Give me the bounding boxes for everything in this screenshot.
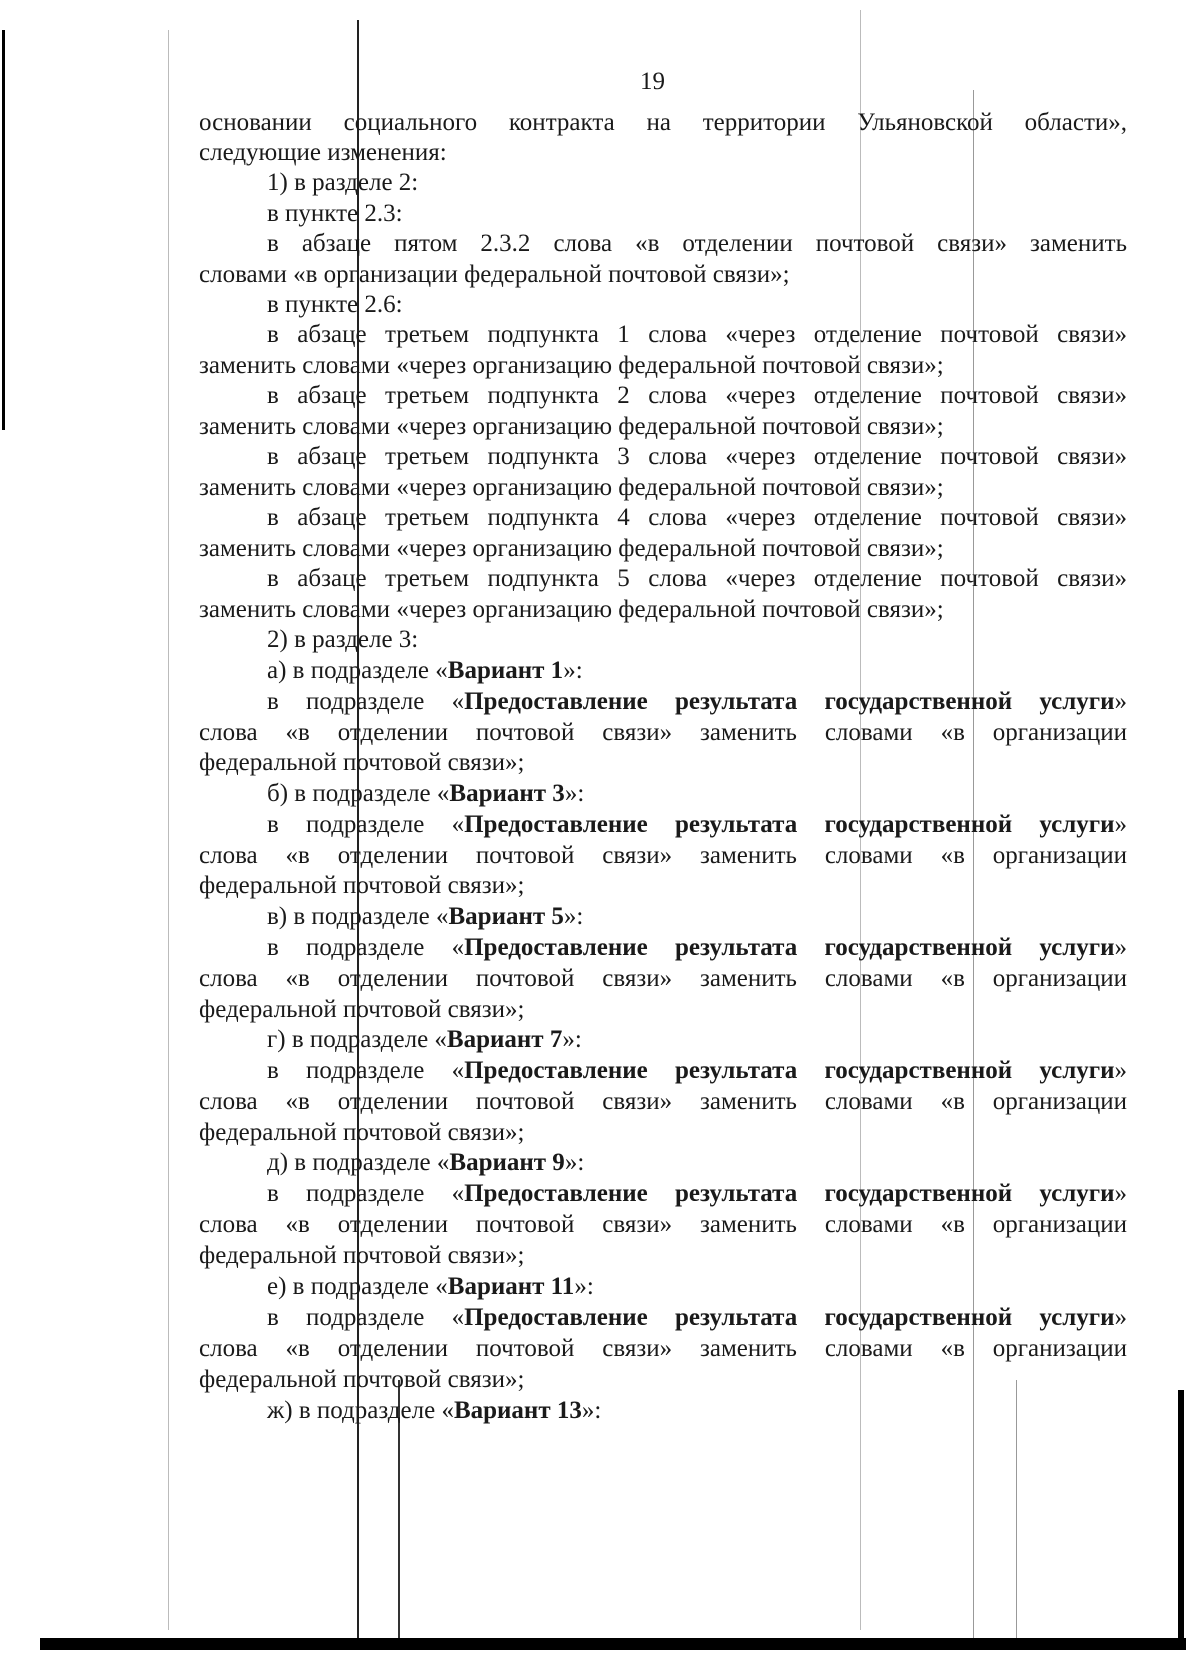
variant-f-line-1: в подразделе «Предоставление результата государственной услуги»	[267, 1304, 1127, 1331]
variant-b-line-3: федеральной почтовой связи»;	[199, 872, 525, 899]
text-line-3: 1) в разделе 2:	[267, 169, 419, 196]
variant-f-line-2: слова «в отделении почтовой связи» заменить словами «в организации	[199, 1335, 1127, 1362]
page-number: 19	[640, 68, 665, 95]
text-line-1: основании социального контракта на территории Ульяновской области»,	[199, 109, 1127, 136]
text-line-18: 2) в разделе 3:	[267, 626, 419, 653]
variant-b-line-1: в подразделе «Предоставление результата государственной услуги»	[267, 811, 1127, 838]
text-line-7: в пункте 2.6:	[267, 291, 403, 318]
variant-a-line-2: слова «в отделении почтовой связи» заменить словами «в организации	[199, 719, 1127, 746]
scan-edge-bottom	[40, 1638, 1186, 1650]
text-line-2: следующие изменения:	[199, 139, 447, 166]
variant-c-line-2: слова «в отделении почтовой связи» заменить словами «в организации	[199, 965, 1127, 992]
variant-d-line-2: слова «в отделении почтовой связи» заменить словами «в организации	[199, 1088, 1127, 1115]
text-line-11: заменить словами «через организацию федеральной почтовой связи»;	[199, 413, 944, 440]
variant-heading-e: д) в подразделе «Вариант 9»:	[267, 1149, 585, 1176]
variant-heading-c: в) в подразделе «Вариант 5»:	[267, 903, 584, 930]
variant-c-line-1: в подразделе «Предоставление результата государственной услуги»	[267, 934, 1127, 961]
text-line-13: заменить словами «через организацию федеральной почтовой связи»;	[199, 474, 944, 501]
variant-e-line-3: федеральной почтовой связи»;	[199, 1242, 525, 1269]
scan-edge-left	[2, 30, 5, 430]
variant-a-line-1: в подразделе «Предоставление результата государственной услуги»	[267, 688, 1127, 715]
variant-heading-f: е) в подразделе «Вариант 11»:	[267, 1273, 594, 1300]
text-line-5: в абзаце пятом 2.3.2 слова «в отделении почтовой связи» заменить	[267, 230, 1127, 257]
text-line-6: словами «в организации федеральной почтовой связи»;	[199, 261, 790, 288]
variant-e-line-1: в подразделе «Предоставление результата государственной услуги»	[267, 1180, 1127, 1207]
variant-b-line-2: слова «в отделении почтовой связи» заменить словами «в организации	[199, 842, 1127, 869]
text-line-14: в абзаце третьем подпункта 4 слова «через отделение почтовой связи»	[267, 504, 1127, 531]
scan-line-faint-1	[168, 30, 169, 1630]
text-line-4: в пункте 2.3:	[267, 200, 403, 227]
text-line-8: в абзаце третьем подпункта 1 слова «через отделение почтовой связи»	[267, 321, 1127, 348]
variant-heading-d: г) в подразделе «Вариант 7»:	[267, 1026, 582, 1053]
variant-heading-g: ж) в подразделе «Вариант 13»:	[267, 1397, 602, 1424]
variant-heading-a: а) в подразделе «Вариант 1»:	[267, 657, 583, 684]
text-line-15: заменить словами «через организацию федеральной почтовой связи»;	[199, 535, 944, 562]
variant-f-line-3: федеральной почтовой связи»;	[199, 1366, 525, 1393]
text-line-16: в абзаце третьем подпункта 5 слова «через отделение почтовой связи»	[267, 565, 1127, 592]
text-line-17: заменить словами «через организацию федеральной почтовой связи»;	[199, 596, 944, 623]
variant-c-line-3: федеральной почтовой связи»;	[199, 996, 525, 1023]
variant-d-line-1: в подразделе «Предоставление результата государственной услуги»	[267, 1057, 1127, 1084]
text-line-9: заменить словами «через организацию федеральной почтовой связи»;	[199, 352, 944, 379]
text-line-10: в абзаце третьем подпункта 2 слова «через отделение почтовой связи»	[267, 382, 1127, 409]
variant-e-line-2: слова «в отделении почтовой связи» заменить словами «в организации	[199, 1211, 1127, 1238]
variant-d-line-3: федеральной почтовой связи»;	[199, 1119, 525, 1146]
variant-heading-b: б) в подразделе «Вариант 3»:	[267, 780, 585, 807]
text-line-12: в абзаце третьем подпункта 3 слова «через отделение почтовой связи»	[267, 443, 1127, 470]
variant-a-line-3: федеральной почтовой связи»;	[199, 749, 525, 776]
scan-edge-right	[1178, 1390, 1184, 1644]
